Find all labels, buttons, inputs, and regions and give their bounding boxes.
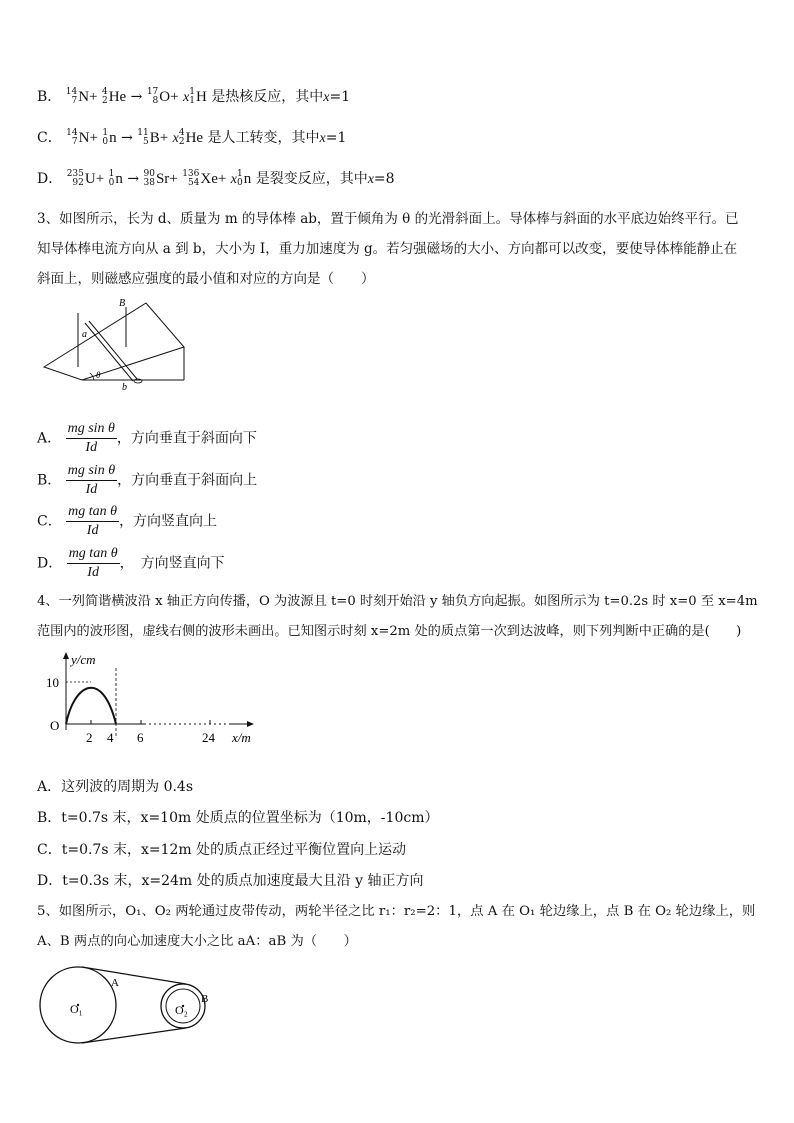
theta-label: θ [96, 370, 101, 380]
q3-stem-line2: 知导体棒电流方向从 a 到 b，大小为 I，重力加速度为 g。若匀强磁场的大小、方向都可以改变，要使导体棒能静止在 [37, 241, 738, 257]
rod-a-label: a [82, 329, 87, 340]
q3-stem-line3: 斜面上，则磁感应强度的最小值和对应的方向是（ ） [37, 271, 375, 287]
incline-figure [38, 295, 188, 410]
q4-option-c[interactable]: C．t=0.7s 末，x=12m 处的质点正经过平衡位置向上运动 [37, 842, 407, 858]
q4-option-b[interactable]: B．t=0.7s 末，x=10m 处质点的位置坐标为（10m，-10cm） [37, 810, 439, 826]
belt-pulley-figure [38, 963, 218, 1045]
rod-b-label: b [122, 382, 127, 393]
x-tick-2: 2 [86, 730, 93, 745]
o1-label: O₁ [70, 1002, 83, 1016]
q3-option-a[interactable]: A． $\frac{\text{mg sin θ}}{Id}$ ，方向垂直于斜面向下 [37, 421, 257, 455]
belt-top [82, 967, 186, 984]
belt-bottom [82, 1028, 186, 1043]
o2-label: O₂ [175, 1003, 188, 1017]
q2-option-d: D． 235 92 U+ 1 0 n → 90 38 Sr+ 136 54 Xe+ x 1 0 n 是裂变反应，其中x=8 [37, 169, 395, 188]
b-field-label: B [119, 298, 126, 309]
point-b-label: B [201, 993, 209, 1005]
q5-stem-line1: 5、如图所示，O₁、O₂ 两轮通过皮带传动，两轮半径之比 r₁：r₂=2：1，点 A 在 O₁ 轮边缘上，点 B 在 O₂ 轮边缘上，则 [37, 904, 756, 919]
q2-option-b: B． 14 7 N+ 4 2 He → 17 8 O+ x 1 1 H 是热核反应，其中x=1 [37, 87, 351, 106]
q2-option-c: C． 14 7 N+ 1 0 n → 11 5 B+ x 4 2 He 是人工转变，其中x=1 [37, 128, 347, 147]
wave-curve [66, 688, 116, 724]
reaction-arrow: → [130, 89, 143, 105]
q5-stem-line2: A、B 两点的向心加速度大小之比 aA：aB 为（ ） [37, 934, 357, 949]
x-tick-4: 4 [107, 730, 114, 745]
q4-stem-line2: 范围内的波形图，虚线右侧的波形未画出。已知图示时刻 x=2m 处的质点第一次到达波峰，则下列判断中正确的是( ) [37, 624, 742, 639]
reaction-arrow: → [121, 130, 133, 146]
q4-option-d[interactable]: D．t=0.3s 末，x=24m 处的质点加速度最大且沿 y 轴正方向 [37, 873, 424, 889]
q4-option-a[interactable]: A．这列波的周期为 0.4s [37, 779, 194, 795]
x-tick-24: 24 [202, 730, 215, 745]
q3-option-c[interactable]: C． $\frac{\text{mg tan θ}}{Id}$ ，方向竖直向上 [37, 504, 218, 538]
x-tick-6: 6 [137, 730, 144, 745]
q3-option-d[interactable]: D． $\frac{\text{mg tan θ}}{Id}$ ， 方向竖直向下 [37, 546, 225, 580]
wave-graph [44, 648, 264, 748]
x-axis-label: x/m [232, 730, 251, 745]
y-tick-10: 10 [46, 675, 59, 690]
q3-stem-line1: 3、如图所示，长为 d、质量为 m 的导体棒 ab，置于倾角为 θ 的光滑斜面上。导体棒与斜面的水平底边始终平行。已 [37, 211, 739, 227]
point-a-label: A [111, 977, 119, 989]
q3-option-b[interactable]: B． $\frac{\text{mg sin θ}}{Id}$ ，方向垂直于斜面向上 [37, 463, 258, 497]
origin-label: O [50, 718, 60, 733]
y-axis-arrow [63, 652, 69, 659]
x-axis-arrow [247, 721, 254, 727]
reaction-arrow: → [127, 171, 140, 187]
q4-stem-line1: 4、一列简谐横波沿 x 轴正方向传播，O 为波源且 t=0 时刻开始沿 y 轴负方向起振。如图所示为 t=0.2s 时 x=0 至 x=4m [37, 594, 758, 609]
y-axis-label: y/cm [71, 652, 96, 667]
incline-plane [44, 303, 184, 380]
